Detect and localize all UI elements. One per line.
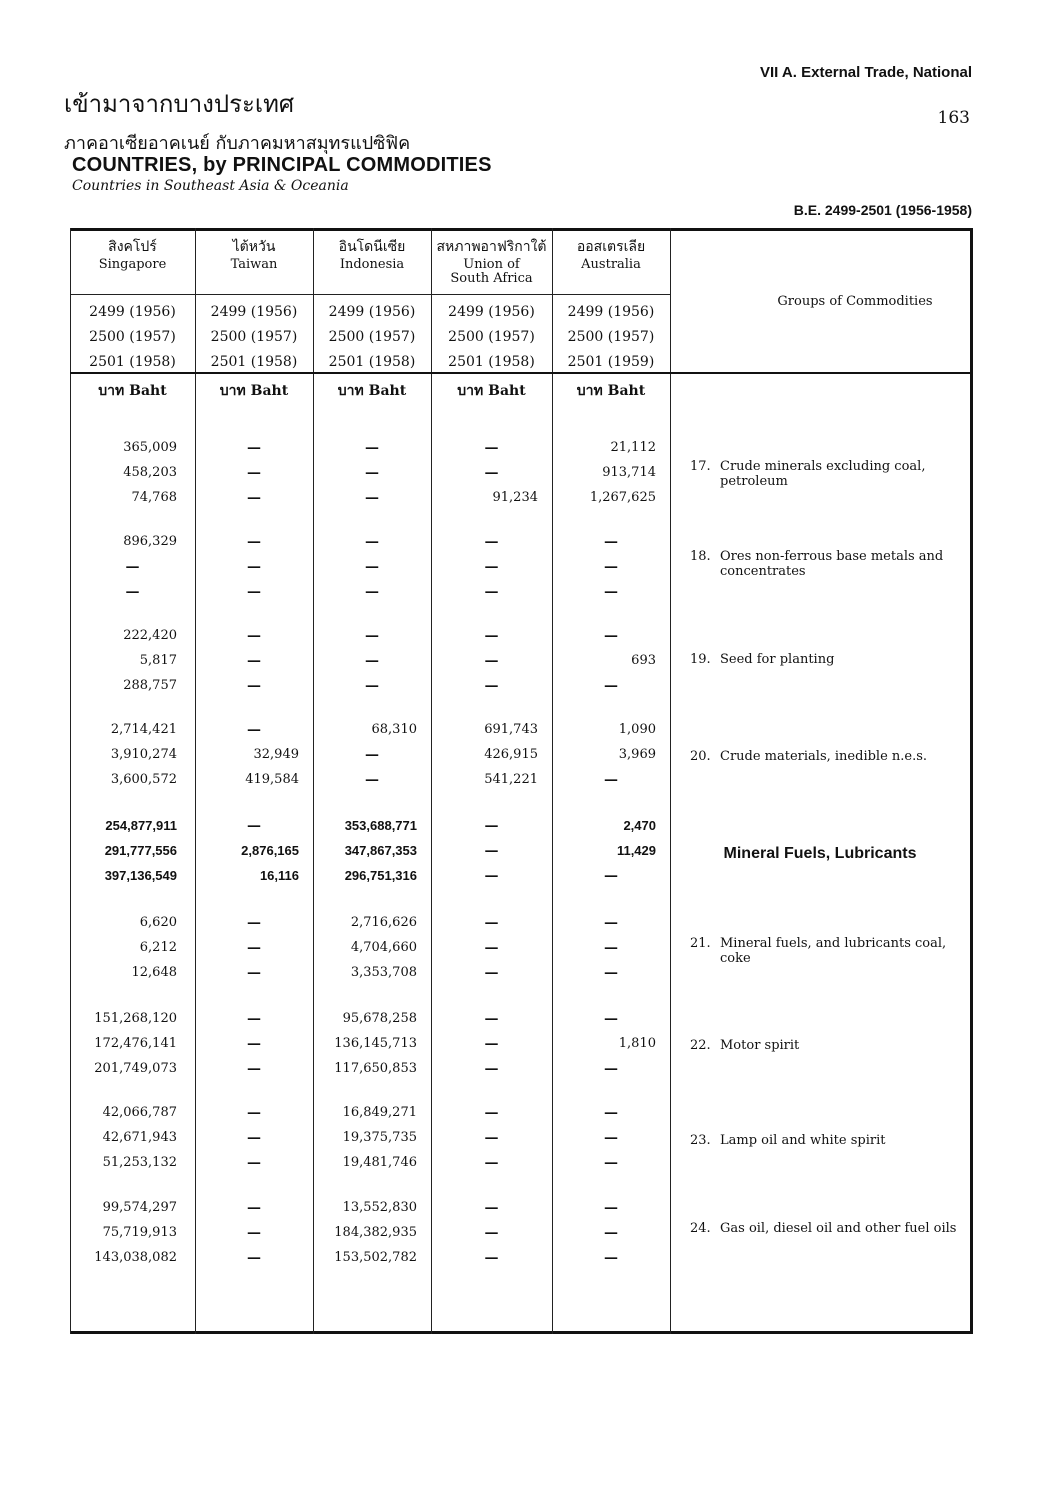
table-cell: 32,949 — [253, 747, 299, 762]
table-cell-empty: — — [604, 1061, 618, 1077]
unit-label: บาท Baht — [219, 383, 289, 399]
table-top-rule — [70, 228, 973, 231]
section-title: VII A. External Trade, National — [759, 64, 972, 81]
table-cell: 2,876,165 — [241, 843, 299, 858]
table-cell-empty: — — [604, 628, 618, 644]
table-cell-empty: — — [484, 1155, 499, 1171]
table-cell-empty: — — [604, 940, 618, 956]
table-cell: 21,112 — [610, 440, 656, 455]
table-cell: 4,704,660 — [350, 940, 417, 955]
english-title: COUNTRIES, by PRINCIPAL COMMODITIES — [72, 154, 492, 176]
table-cell: 3,910,274 — [110, 747, 177, 762]
table-cell: 2,716,626 — [350, 915, 417, 930]
table-cell: 68,310 — [371, 722, 417, 737]
table-cell-empty: — — [604, 1011, 618, 1027]
table-cell-empty: — — [484, 1105, 499, 1121]
table-cell: 426,915 — [484, 747, 538, 762]
trade-table: สิงคโปร์ Singapore ไต้หวัน Taiwan อินโดนีเซีย Indonesia สหภาพอาฟริกาใต้ Union of South Africa ออสเตรเลีย Australia 2499 (1956) 2500 (1957) 2501 (1958) 2499 (1956) 2500 (1957) 2501 (1958) 2499 (1956) 2500 (1957) 2501 (1958) 2499 (1956) 2500 (1957) 2501 (1958) 2499 (1956) 2500 (1957) 2501 (1959) Groups of Commodities บาท Baht บาท Baht บาท Baht บาท Baht บาท Baht 365,009 — — — 21,112 458,203 — — — 913,714 74,768 — — 91,234 1,267,625 896,329 — — — — — — — — — — — — — — 222,420 — — — — 5,817 — — — 693 288,757 — — — — 2,714,421 — 68,310 691,743 1,090 3,910,274 32,949 — 426,915 3,969 3,600,572 419,584 — 541,221 — 254,877,911 — 353,688,771 — 2,470 291,777,556 2,876,165 347,867,353 — 11,429 397,136,549 16,116 296,751,316 — — 6,620 — 2,716,626 — — 6,212 — 4,704,660 — — 12,648 — 3,353,708 — — 151,268,120 — 95,678,258 — — 172,476,141 — 136,145,713 — 1,810 201,749,073 — 117,650,853 — — 42,066,787 — 16,849,271 — — 42,671,943 — 19,375,735 — — 51,253,132 — 19,481,746 — — 99,574,297 — 13,552,830 — — 75,719,913 — 184,382,935 — — 143,038,082 — 153,502,782 — — 17. Crude minerals excluding coal, petroleum 18. Ores non-ferrous base metals and concentrates 19. Seed for planting 20. Crude materials, inedible n.e.s. Mineral Fuels, Lubricants 21. Mineral fuels, and lubricants coal, coke 22. Motor spirit 23. Lamp oil and white spirit 24. Gas oil, diesel oil and other fuel oils — [70, 228, 973, 1334]
table-cell-empty: — — [247, 584, 261, 600]
year-labels: 2499 (1956) 2500 (1957) 2501 (1959) — [567, 304, 655, 370]
table-cell-empty: — — [247, 440, 261, 456]
table-cell: 458,203 — [123, 465, 177, 480]
column-header-taiwan: ไต้หวัน Taiwan — [230, 239, 278, 272]
column-header-indonesia: อินโดนีเซีย Indonesia — [338, 239, 406, 272]
column-header-australia: ออสเตรเลีย Australia — [576, 239, 646, 272]
unit-label: บาท Baht — [98, 383, 167, 399]
table-cell: 896,329 — [123, 534, 177, 549]
table-cell-empty: — — [247, 940, 261, 956]
table-cell-empty: — — [247, 534, 261, 550]
table-cell-empty: — — [604, 1200, 618, 1216]
table-cell-empty: — — [484, 1061, 499, 1077]
table-cell-empty: — — [484, 584, 499, 600]
table-cell-empty: — — [484, 940, 499, 956]
table-cell-empty: — — [247, 628, 261, 644]
table-cell-empty: — — [247, 1155, 261, 1171]
table-cell-empty: — — [484, 678, 499, 694]
table-cell-empty: — — [484, 818, 499, 834]
table-cell-empty: — — [484, 1225, 499, 1241]
table-cell: 347,867,353 — [344, 843, 417, 858]
table-cell-empty: — — [365, 772, 379, 788]
table-cell-empty: — — [604, 584, 618, 600]
column-divider — [670, 228, 671, 1334]
table-cell: 16,849,271 — [342, 1105, 417, 1120]
table-cell: 19,481,746 — [342, 1155, 417, 1170]
table-cell-empty: — — [247, 722, 261, 738]
table-cell-empty: — — [365, 584, 379, 600]
table-bottom-rule — [70, 1331, 973, 1334]
table-cell-empty: — — [365, 628, 379, 644]
table-cell: 541,221 — [484, 772, 538, 787]
table-cell-empty: — — [365, 747, 379, 763]
table-cell-empty: — — [247, 818, 261, 834]
table-cell: 51,253,132 — [102, 1155, 177, 1170]
table-cell-empty: — — [484, 843, 499, 859]
table-cell-empty: — — [365, 559, 379, 575]
table-cell: 143,038,082 — [94, 1250, 177, 1265]
table-cell-empty: — — [604, 965, 618, 981]
year-labels: 2499 (1956) 2500 (1957) 2501 (1958) — [210, 304, 298, 370]
table-cell: 3,353,708 — [350, 965, 417, 980]
table-cell-empty: — — [125, 559, 140, 575]
table-cell-empty: — — [247, 1225, 261, 1241]
table-cell: 6,212 — [139, 940, 177, 955]
table-cell-empty: — — [604, 1130, 618, 1146]
header-rule — [70, 294, 670, 295]
table-cell-empty: — — [247, 678, 261, 694]
table-cell-empty: — — [604, 559, 618, 575]
groups-header: Groups of Commodities — [777, 294, 933, 309]
table-cell: 2,470 — [623, 818, 656, 833]
table-cell-empty: — — [247, 465, 261, 481]
table-cell: 12,648 — [131, 965, 177, 980]
period-label: B.E. 2499-2501 (1956-1958) — [793, 202, 972, 218]
table-cell: 42,066,787 — [102, 1105, 177, 1120]
unit-label: บาท Baht — [337, 383, 407, 399]
table-cell-empty: — — [484, 559, 499, 575]
unit-label: บาท Baht — [457, 383, 526, 399]
table-cell-empty: — — [365, 653, 379, 669]
table-cell: 99,574,297 — [102, 1200, 177, 1215]
table-cell-empty: — — [365, 534, 379, 550]
table-cell: 691,743 — [484, 722, 538, 737]
table-cell: 3,969 — [618, 747, 656, 762]
table-cell: 693 — [631, 653, 656, 668]
table-cell: 913,714 — [602, 465, 656, 480]
table-cell: 11,429 — [616, 843, 656, 858]
table-cell-empty: — — [247, 490, 261, 506]
table-cell-empty: — — [484, 915, 499, 931]
table-cell-empty: — — [484, 534, 499, 550]
table-cell-empty: — — [484, 965, 499, 981]
table-cell: 288,757 — [123, 678, 177, 693]
table-cell-empty: — — [247, 1130, 261, 1146]
table-cell: 16,116 — [259, 868, 299, 883]
table-cell-empty: — — [484, 440, 499, 456]
table-cell: 1,810 — [618, 1036, 656, 1051]
table-cell: 19,375,735 — [342, 1130, 417, 1145]
table-cell: 222,420 — [123, 628, 177, 643]
table-cell: 2,714,421 — [110, 722, 177, 737]
table-cell-empty: — — [247, 1036, 261, 1052]
table-cell-empty: — — [484, 628, 499, 644]
table-cell-empty: — — [247, 1105, 261, 1121]
table-cell-empty: — — [247, 1200, 261, 1216]
table-right-rule — [970, 228, 973, 1334]
table-cell-empty: — — [247, 1250, 261, 1266]
table-cell-empty: — — [484, 1130, 499, 1146]
table-cell: 184,382,935 — [334, 1225, 417, 1240]
table-cell: 353,688,771 — [344, 818, 417, 833]
table-cell-empty: — — [247, 1061, 261, 1077]
table-cell-empty: — — [247, 1011, 261, 1027]
table-cell-empty: — — [484, 1250, 499, 1266]
table-cell: 117,650,853 — [334, 1061, 417, 1076]
column-header-singapore: สิงคโปร์ Singapore — [98, 239, 167, 272]
table-cell-empty: — — [604, 868, 618, 884]
table-cell: 74,768 — [131, 490, 177, 505]
table-cell-empty: — — [604, 1155, 618, 1171]
table-cell-empty: — — [125, 584, 140, 600]
table-cell-empty: — — [484, 1011, 499, 1027]
year-labels: 2499 (1956) 2500 (1957) 2501 (1958) — [328, 304, 416, 370]
table-cell-empty: — — [604, 1225, 618, 1241]
table-cell-empty: — — [604, 678, 618, 694]
table-cell: 419,584 — [245, 772, 299, 787]
table-cell-empty: — — [365, 440, 379, 456]
table-cell-empty: — — [604, 1105, 618, 1121]
table-cell-empty: — — [484, 465, 499, 481]
table-cell-empty: — — [604, 915, 618, 931]
table-cell: 75,719,913 — [102, 1225, 177, 1240]
table-cell: 136,145,713 — [334, 1036, 417, 1051]
table-cell: 201,749,073 — [94, 1061, 177, 1076]
table-cell: 91,234 — [492, 490, 538, 505]
table-cell-empty: — — [604, 1250, 618, 1266]
table-cell-empty: — — [365, 465, 379, 481]
table-cell-empty: — — [484, 868, 499, 884]
table-cell-empty: — — [247, 915, 261, 931]
table-cell: 95,678,258 — [342, 1011, 417, 1026]
table-cell: 397,136,549 — [104, 868, 177, 883]
table-cell: 296,751,316 — [344, 868, 417, 883]
page-number: 163 — [937, 108, 970, 128]
table-cell-empty: — — [604, 772, 618, 788]
table-cell: 1,090 — [618, 722, 656, 737]
table-cell-empty: — — [365, 678, 379, 694]
table-cell: 153,502,782 — [334, 1250, 417, 1265]
table-cell: 151,268,120 — [94, 1011, 177, 1026]
thai-subtitle: ภาคอาเซียอาคเนย์ กับภาคมหาสมุทรแปซิฟิค — [64, 133, 411, 154]
table-cell-empty: — — [484, 653, 499, 669]
table-cell-empty: — — [484, 1036, 499, 1052]
table-cell: 291,777,556 — [104, 843, 177, 858]
table-cell: 254,877,911 — [105, 818, 177, 833]
table-cell-empty: — — [365, 490, 379, 506]
table-cell-empty: — — [247, 559, 261, 575]
table-cell: 13,552,830 — [342, 1200, 417, 1215]
table-cell: 172,476,141 — [94, 1036, 177, 1051]
thai-title: เข้ามาจากบางประเทศ — [64, 90, 295, 118]
column-header-south-africa: สหภาพอาฟริกาใต้ Union of South Africa — [436, 239, 547, 286]
table-cell-empty: — — [247, 965, 261, 981]
table-cell: 42,671,943 — [102, 1130, 177, 1145]
table-cell: 3,600,572 — [110, 772, 177, 787]
table-cell-empty: — — [484, 1200, 499, 1216]
table-cell: 5,817 — [139, 653, 177, 668]
section-mineral-fuels: Mineral Fuels, Lubricants — [723, 845, 917, 862]
unit-label: บาท Baht — [576, 383, 646, 399]
table-cell: 6,620 — [139, 915, 177, 930]
table-cell-empty: — — [247, 653, 261, 669]
year-labels: 2499 (1956) 2500 (1957) 2501 (1958) — [89, 304, 176, 370]
table-cell: 1,267,625 — [589, 490, 656, 505]
table-cell: 365,009 — [123, 440, 177, 455]
english-subtitle: Countries in Southeast Asia & Oceania — [72, 178, 349, 194]
year-labels: 2499 (1956) 2500 (1957) 2501 (1958) — [448, 304, 535, 370]
table-cell-empty: — — [604, 534, 618, 550]
